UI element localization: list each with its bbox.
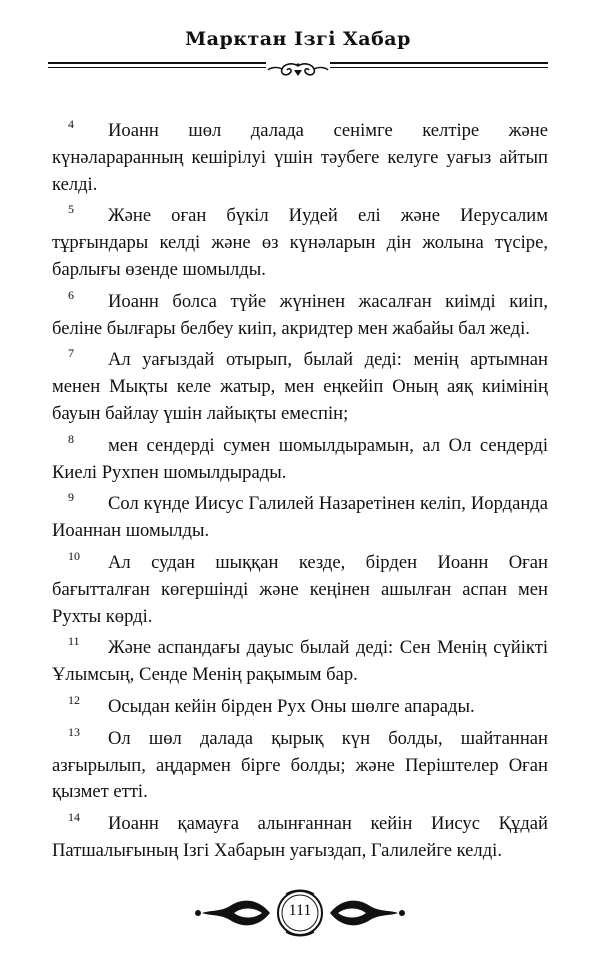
page-number: 111 xyxy=(288,902,312,919)
verse-text: Иоанн қамауға алынғаннан кейін Иисус Құдай Патшалығының Ізгі Хабарын уағыздап, Галилейге келді. xyxy=(52,813,548,861)
verse-text: Осыдан кейін бірден Рух Оны шөлге апарады. xyxy=(108,695,475,717)
verse: 5 Және оған бүкіл Иудей елі және Иерусалим тұрғындары келді және өз күнәларын дін жолына түсіре, барлығы өзенде шомылды. xyxy=(52,202,548,280)
verse: 8 мен сендерді сумен шомылдырамын, ал Ол сендерді Киелі Рухпен шомылдырады. xyxy=(52,431,548,483)
verse: 7 Ал уағыздай отырып, былай деді: менің артымнан менен Мықты келе жатыр, мен еңкейіп Оның аяқ киімінің бауын байлау үшін лайықты емеспін; xyxy=(52,346,548,424)
verse-text: Иоанн шөл далада сенімге келтіре және күнәлараранның кешірілуі үшін тәубеге келуге уағыз айтып келді. xyxy=(52,120,548,195)
verse-text: Сол күнде Иисус Галилей Назаретінен келіп, Иорданда Иоаннан шомылды. xyxy=(52,493,548,542)
verse: 12 Осыдан кейін бірден Рух Оны шөлге апарады. xyxy=(68,692,475,717)
verse-text: Және аспандағы дауыс былай деді: Сен Менің сүйікті Ұлымсың, Сенде Менің рақымым бар. xyxy=(52,637,548,686)
verse-text: Ал судан шыққан кезде, бірден Иоанн Оған бағытталған көгершінді және кеңінен ашылған аспан мен Рухты көрді. xyxy=(52,551,548,627)
verse: 13 Ол шөл далада қырық күн болды, шайтаннан азғырылып, аңдармен бірге болды; және Періштелер Оған қызмет етті. xyxy=(52,724,548,803)
scripture-text xyxy=(52,118,548,870)
running-head-title: Марктан Ізгі Хабар xyxy=(185,28,411,50)
verse-text: Ал уағыздай отырып, былай деді: менің артымнан менен Мықты келе жатыр, мен еңкейіп Оның аяқ киімінің бауын байлау үшін лайықты емеспін; xyxy=(52,349,548,424)
verse: 10 Ал судан шыққан кезде, бірден Иоанн Оған бағытталған көгершінді және кеңінен ашылған аспан мен Рухты көрді. xyxy=(52,548,548,627)
verse-text: Ол шөл далада қырық күн болды, шайтаннан азғырылып, аңдармен бірге болды; және Періштелер Оған қызмет етті. xyxy=(52,727,548,803)
verse: 6 Иоанн болса түйе жүнінен жасалған киімді киіп, беліне былғары белбеу киіп, акридтер мен жабайы бал жеді. xyxy=(52,287,548,339)
verse: 9 Сол күнде Иисус Галилей Назаретінен келіп, Иорданда Иоаннан шомылды. xyxy=(52,490,548,542)
flourish-ornament-icon xyxy=(262,60,334,84)
verse-text: Және оған бүкіл Иудей елі және Иерусалим тұрғындары келді және өз күнәларын дін жолына түсіре, барлығы өзенде шомылды. xyxy=(52,205,548,280)
verse-text: Иоанн болса түйе жүнінен жасалған киімді киіп, беліне былғары белбеу киіп, акридтер мен жабайы бал жеді. xyxy=(52,290,548,339)
verse: 4 Иоанн шөл далада сенімге келтіре және күнәлараранның кешірілуі үшін тәубеге келуге уағыз айтып келді. xyxy=(52,117,548,195)
verse: 14 Иоанн қамауға алынғаннан кейін Иисус Құдай Патшалығының Ізгі Хабарын уағыздап, Галилейге келді. xyxy=(52,810,548,861)
verse-text: мен сендерді сумен шомылдырамын, ал Ол сендерді Киелі Рухпен шомылдырады. xyxy=(52,434,548,483)
verse: 11 Және аспандағы дауыс былай деді: Сен Менің сүйікті Ұлымсың, Сенде Менің рақымым бар. xyxy=(52,634,548,686)
